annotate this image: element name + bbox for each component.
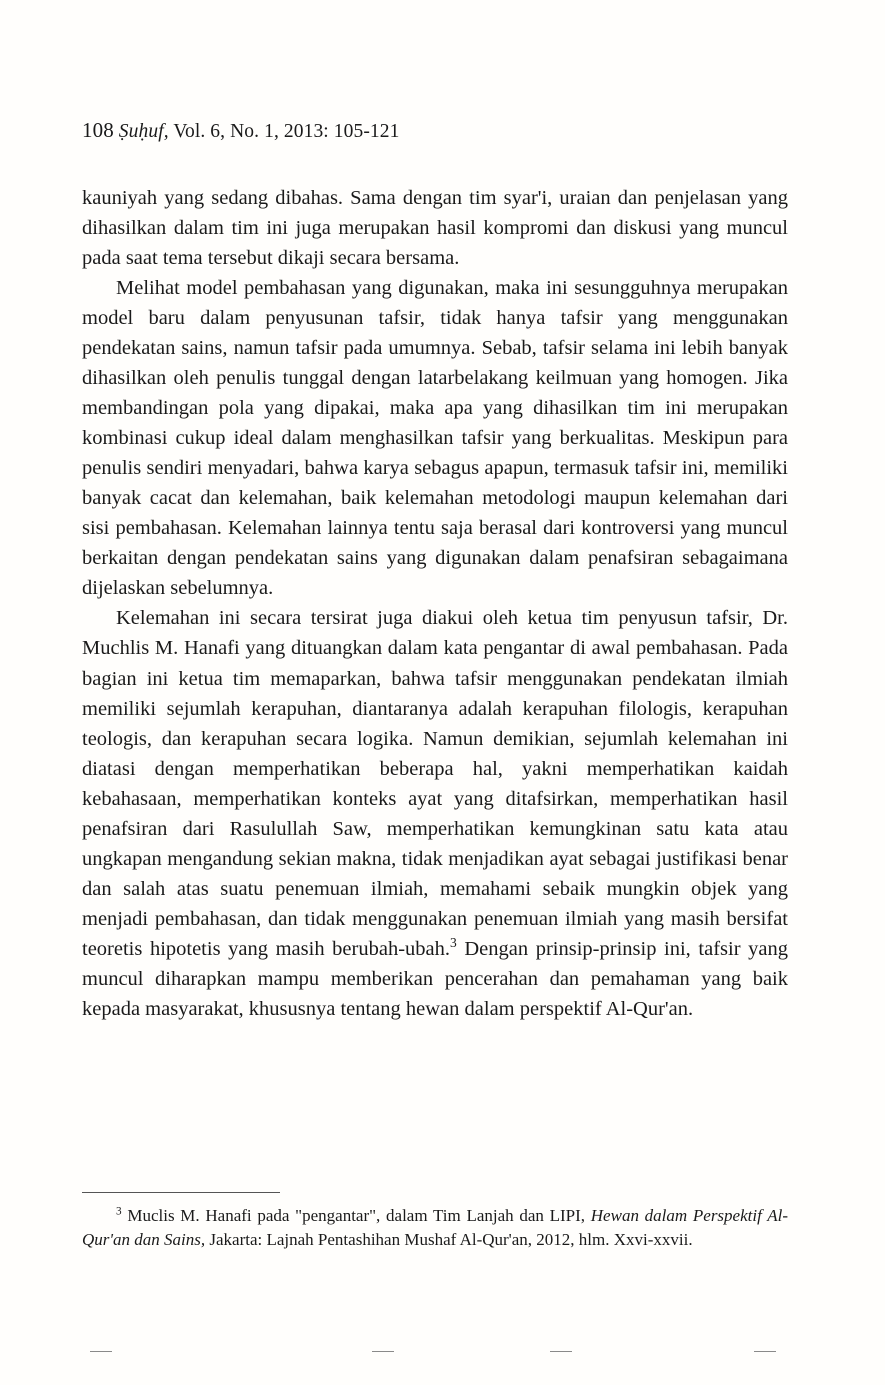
paragraph-3-part2: Dengan prinsip-prinsip ini, tafsir yang muncul diharapkan mampu memberikan pencerahan dan pemahaman yang baik kepada masyarakat, khususnya tentang hewan dalam perspektif Al-Qur'an. (82, 937, 788, 1020)
footnote-text-before: Muclis M. Hanafi pada "pengantar", dalam Tim Lanjah dan LIPI, (121, 1206, 591, 1225)
footnote-title-italic: Hewan dalam Perspektif Al-Qur'an dan Sains, (82, 1206, 788, 1250)
journal-issue-info: Vol. 6, No. 1, 2013: 105-121 (168, 121, 400, 142)
footnote-separator-rule (82, 1192, 280, 1193)
journal-title: Ṣuḥuf, (118, 121, 169, 142)
page-content (82, 118, 788, 1024)
paragraph-3-part1: Kelemahan ini secara tersirat juga diakui oleh ketua tim penyusun tafsir, Dr. Muchlis M. Hanafi yang dituangkan dalam kata pengantar di awal pembahasan. Pada bagian ini ketua tim memaparkan, bahwa tafsir menggunakan pendekatan ilmiah memiliki sejumlah kerapuhan, diantaranya adalah kerapuhan filologis, kerapuhan teologis, dan kerapuhan secara logika. Namun demikian, sejumlah kelemahan ini diatasi dengan memperhatikan beberapa hal, yakni memperhatikan kaidah kebahasaan, memperhatikan konteks ayat yang ditafsirkan, memperhatikan hasil penafsiran dari Rasulullah Saw, memperhatikan kemungkinan satu kata atau ungkapan mengandung sekian makna, tidak menjadikan ayat sebagai justifikasi benar dan salah atas suatu penemuan ilmiah, memahami sebaik mungkin objek yang menjadi pembahasan, dan tidak menggunakan penemuan ilmiah yang masih bersifat teoretis hipotetis yang masih berubah-ubah. (82, 607, 788, 960)
page-number: 108 (82, 118, 114, 142)
running-head (82, 118, 788, 143)
crop-mark-2 (372, 1351, 394, 1352)
footnote-area (82, 1192, 788, 1253)
footnote-text-after: Jakarta: Lajnah Pentashihan Mushaf Al-Qur'an, 2012, hlm. Xxvi-xxvii. (205, 1230, 693, 1250)
paragraph-1: kauniyah yang sedang dibahas. Sama dengan tim syar'i, uraian dan penjelasan yang dihasilkan dalam tim ini juga merupakan hasil kompromi dan diskusi yang muncul pada saat tema tersebut dikaji secara bersama. (82, 187, 788, 270)
paragraph-3 (82, 603, 788, 1023)
paragraph-2: Melihat model pembahasan yang digunakan, maka ini sesungguhnya merupakan model baru dalam penyusunan tafsir, tidak hanya tafsir yang menggunakan pendekatan sains, namun tafsir pada umumnya. Sebab, tafsir selama ini lebih banyak dihasilkan oleh penulis tunggal dengan latarbelakang keilmuan yang homogen. Jika membandingan pola yang dipakai, maka apa yang dihasilkan tim ini merupakan kombinasi cukup ideal dalam menghasilkan tafsir yang berkualitas. Meskipun para penulis sendiri menyadari, bahwa karya sebagus apapun, termasuk tafsir ini, memiliki banyak cacat dan kelemahan, baik kelemahan metodologi maupun kelemahan dari sisi pembahasan. Kelemahan lainnya tentu saja berasal dari kontroversi yang muncul berkaitan dengan pendekatan sains yang digunakan dalam penafsiran sebagaimana dijelaskan sebelumnya. (82, 277, 788, 600)
footnote-text (82, 1204, 788, 1253)
page-bottom-crop-marks (82, 1351, 788, 1361)
crop-mark-3 (550, 1351, 572, 1352)
body-text (82, 183, 788, 1024)
crop-mark-1 (90, 1351, 112, 1352)
footnote-reference[interactable]: 3 (450, 934, 457, 950)
footnote-number: 3 (116, 1205, 122, 1218)
footnote-1 (82, 1204, 788, 1253)
crop-mark-4 (754, 1351, 776, 1352)
